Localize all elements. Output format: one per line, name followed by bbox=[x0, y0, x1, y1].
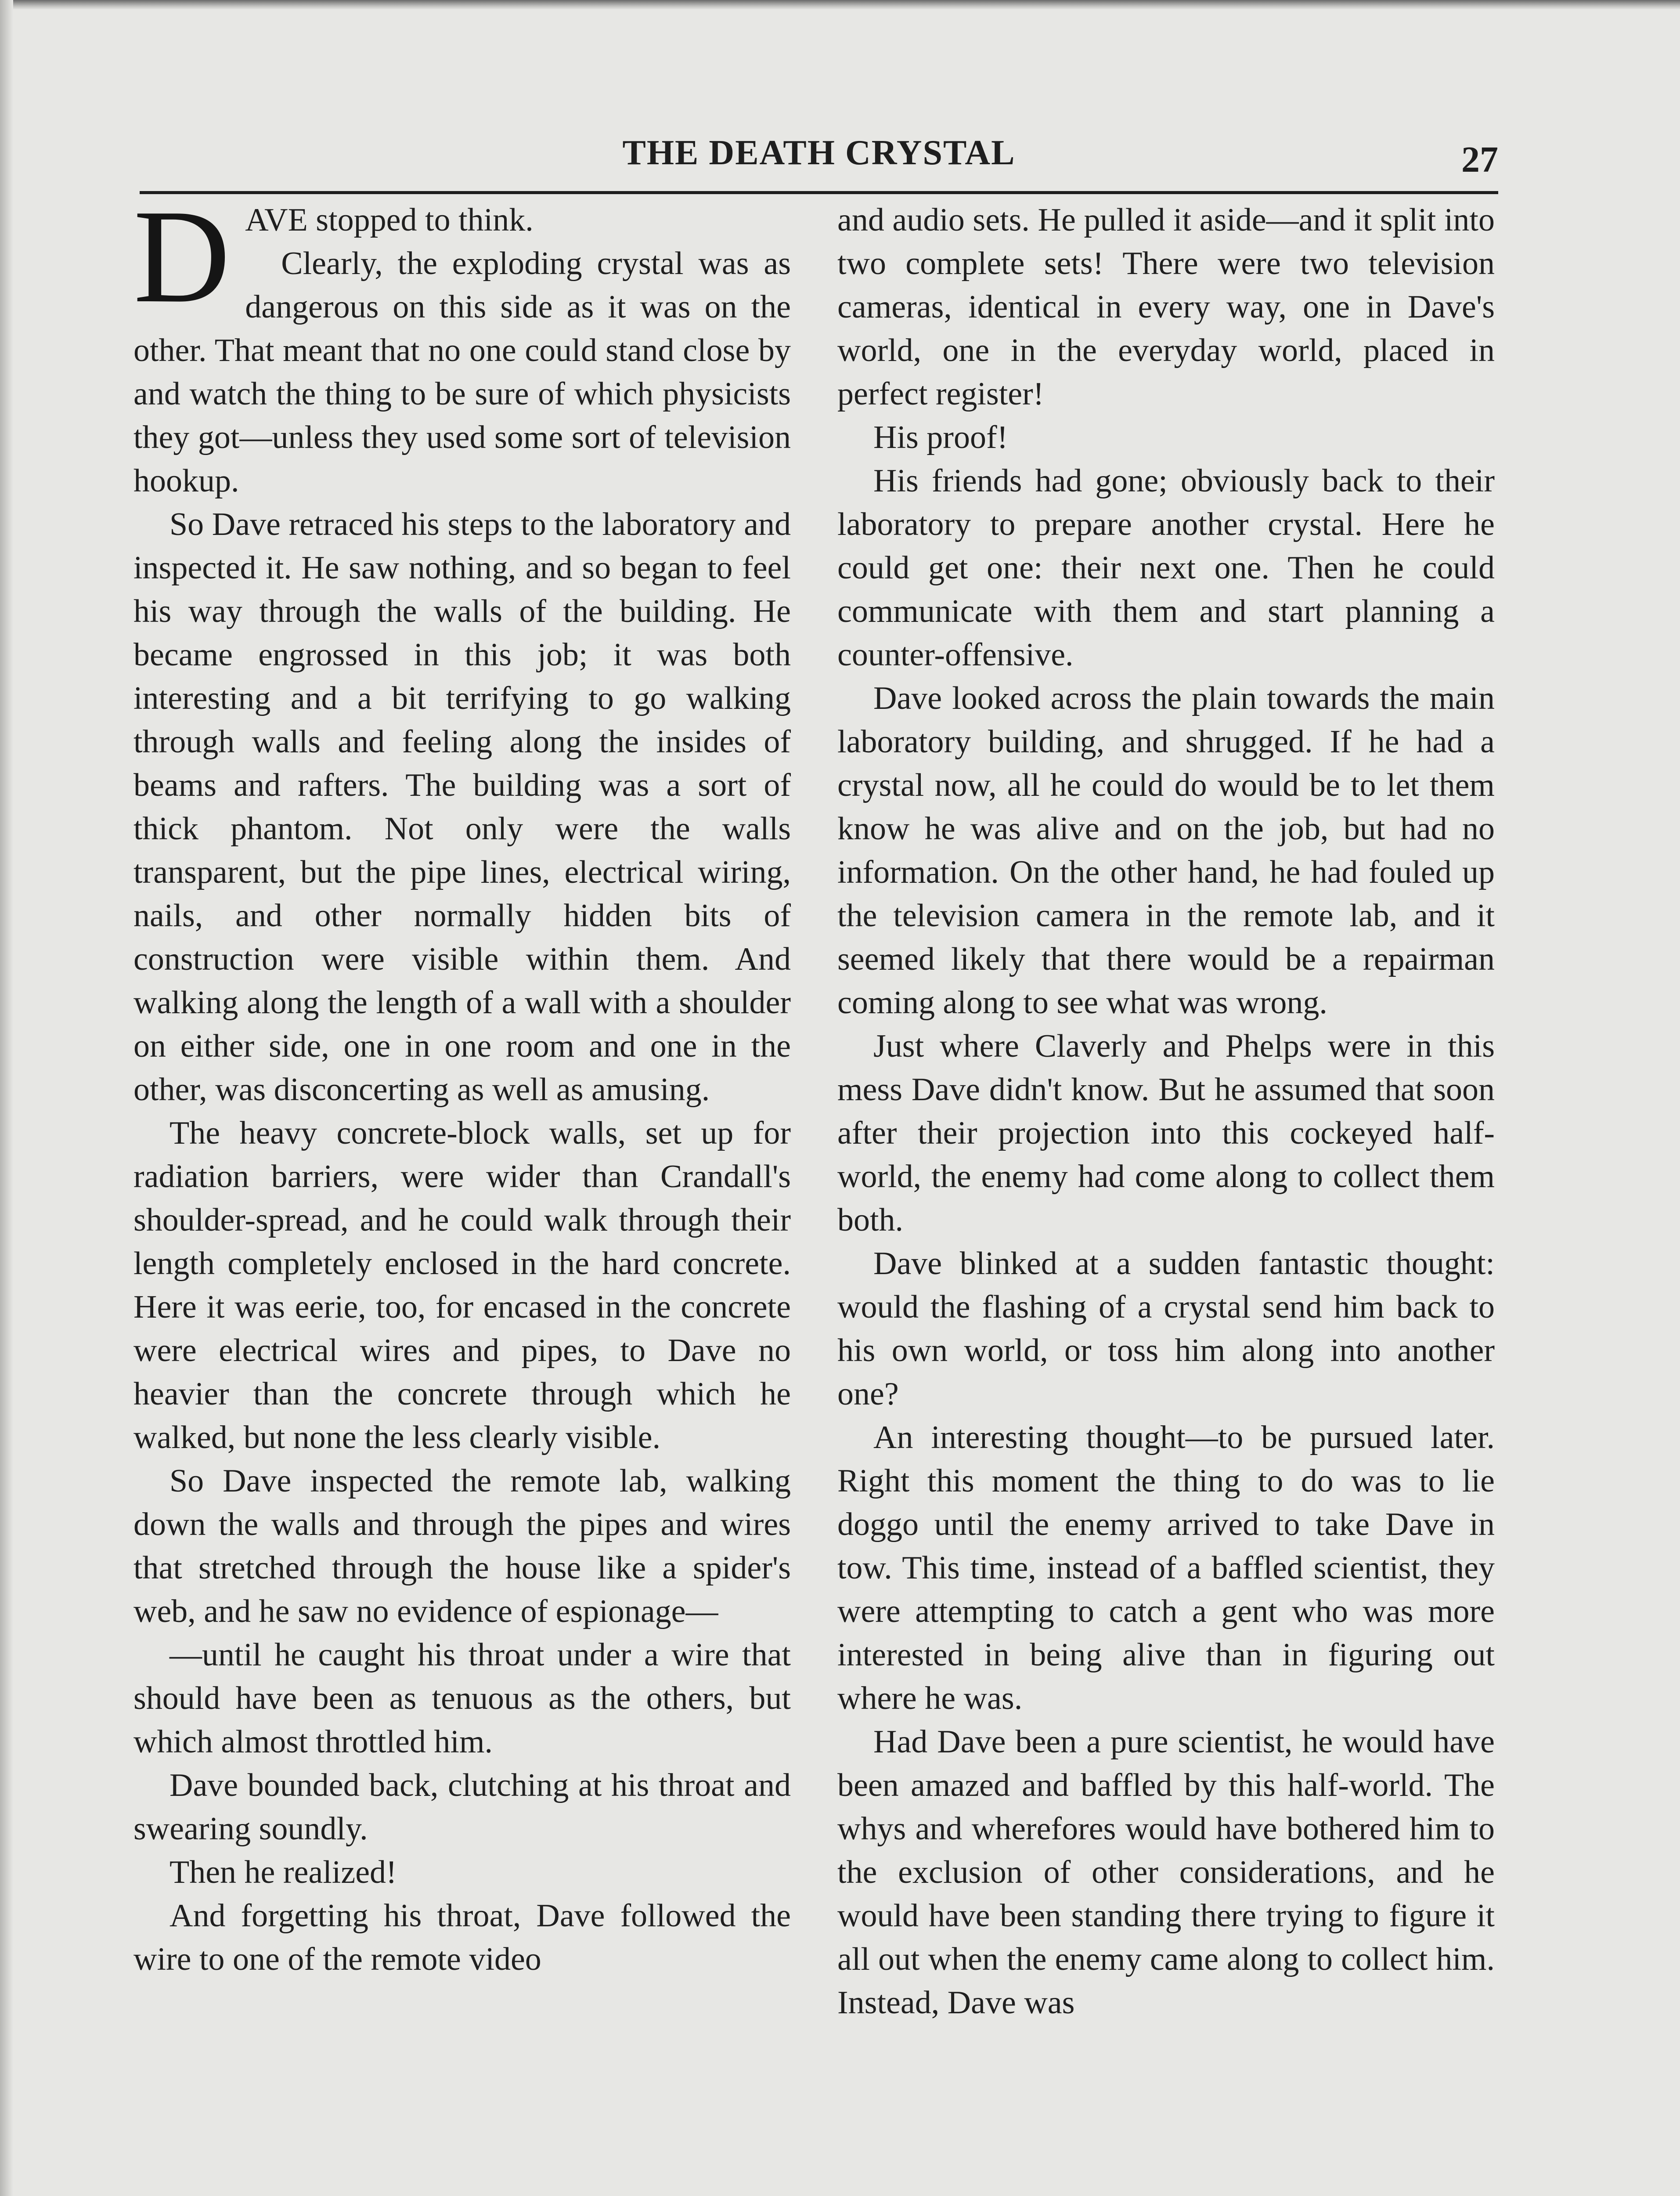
page-left-edge bbox=[0, 0, 13, 2196]
paragraph: Dave blinked at a sudden fantastic thought: would the flashing of a crystal send him back to his own world, or toss him along into another one? bbox=[837, 1246, 1495, 1412]
opening-text: AVE stopped to think. bbox=[245, 202, 534, 238]
paragraph: His proof! bbox=[873, 419, 1008, 455]
page-header bbox=[140, 125, 1498, 194]
right-column bbox=[837, 199, 1495, 2025]
opening-paragraph bbox=[133, 182, 791, 330]
paragraph: His friends had gone; obviously back to their laboratory to prepare another crystal. Here he could get one: their next one. Then he could communicate with them and start planning a counter-offensive. bbox=[837, 463, 1495, 673]
paragraph: Dave bounded back, clutching at his throat and swearing soundly. bbox=[133, 1767, 791, 1847]
page-top-edge bbox=[0, 0, 1680, 10]
paragraph: Then he realized! bbox=[169, 1854, 397, 1890]
paragraph: Had Dave been a pure scientist, he would have been amazed and baffled by this half-world. The whys and wherefores would have bothered him to the exclusion of other considerations, and he would have been standing there trying to figure it all out when the enemy came along to collect him. Instead, Dave was bbox=[837, 1724, 1495, 2021]
paragraph-continued: and audio sets. He pulled it aside—and it split into two complete sets! There were two television cameras, identical in every way, one in Dave's world, one in the everyday world, placed in perfect register! bbox=[837, 202, 1495, 412]
paragraph: So Dave inspected the remote lab, walking down the walls and through the pipes and wires that stretched through the house like a spider's web, and he saw no evidence of espionage— bbox=[133, 1463, 791, 1629]
paragraph: The heavy concrete-block walls, set up for radiation barriers, were wider than Crandall's shoulder-spread, and he could walk through their length completely enclosed in the hard concrete. Here it was eerie, too, for encased in the concrete were electrical wires and pipes, to Dave no heavier than the concrete through which he walked, but none the less clearly visible. bbox=[133, 1115, 791, 1456]
drop-cap: D bbox=[133, 182, 231, 330]
paragraph: So Dave retraced his steps to the laboratory and inspected it. He saw nothing, and so began to feel his way through the walls of the building. He became engrossed in this job; it was both interesting and a bit terrifying to go walking through walls and feeling along the insides of beams and rafters. The building was a sort of thick phantom. Not only were the walls transparent, but the pipe lines, electrical wiring, nails, and other normally hidden bits of construction were visible within them. And walking along the length of a wall with a shoulder on either side, one in one room and one in the other, was disconcerting as well as amusing. bbox=[133, 506, 791, 1108]
paragraph: Clearly, the exploding crystal was as dangerous on this side as it was on the other. That meant that no one could stand close by and watch the thing to be sure of which physicists they got—unless they used some sort of television hookup. bbox=[133, 246, 791, 499]
running-title: THE DEATH CRYSTAL bbox=[622, 134, 1016, 172]
paragraph: And forgetting his throat, Dave followed the wire to one of the remote video bbox=[133, 1898, 791, 1977]
paragraph: Dave looked across the plain towards the main laboratory building, and shrugged. If he had a crystal now, all he could do would be to let them know he was alive and on the job, but had no information. On the other hand, he had fouled up the television camera in the remote lab, and it seemed likely that there would be a repairman coming along to see what was wrong. bbox=[837, 680, 1495, 1021]
page-number: 27 bbox=[1461, 139, 1498, 180]
left-column bbox=[133, 182, 791, 1981]
paragraph: An interesting thought—to be pursued later. Right this moment the thing to do was to lie doggo until the enemy arrived to take Dave in tow. This time, instead of a baffled scientist, they were attempting to catch a gent who was more interested in being alive than in figuring out where he was. bbox=[837, 1419, 1495, 1716]
paragraph: —until he caught his throat under a wire that should have been as tenuous as the others, but which almost throttled him. bbox=[133, 1637, 791, 1760]
paragraph: Just where Claverly and Phelps were in this mess Dave didn't know. But he assumed that soon after their projection into this cockeyed half-world, the enemy had come along to collect them both. bbox=[837, 1028, 1495, 1238]
